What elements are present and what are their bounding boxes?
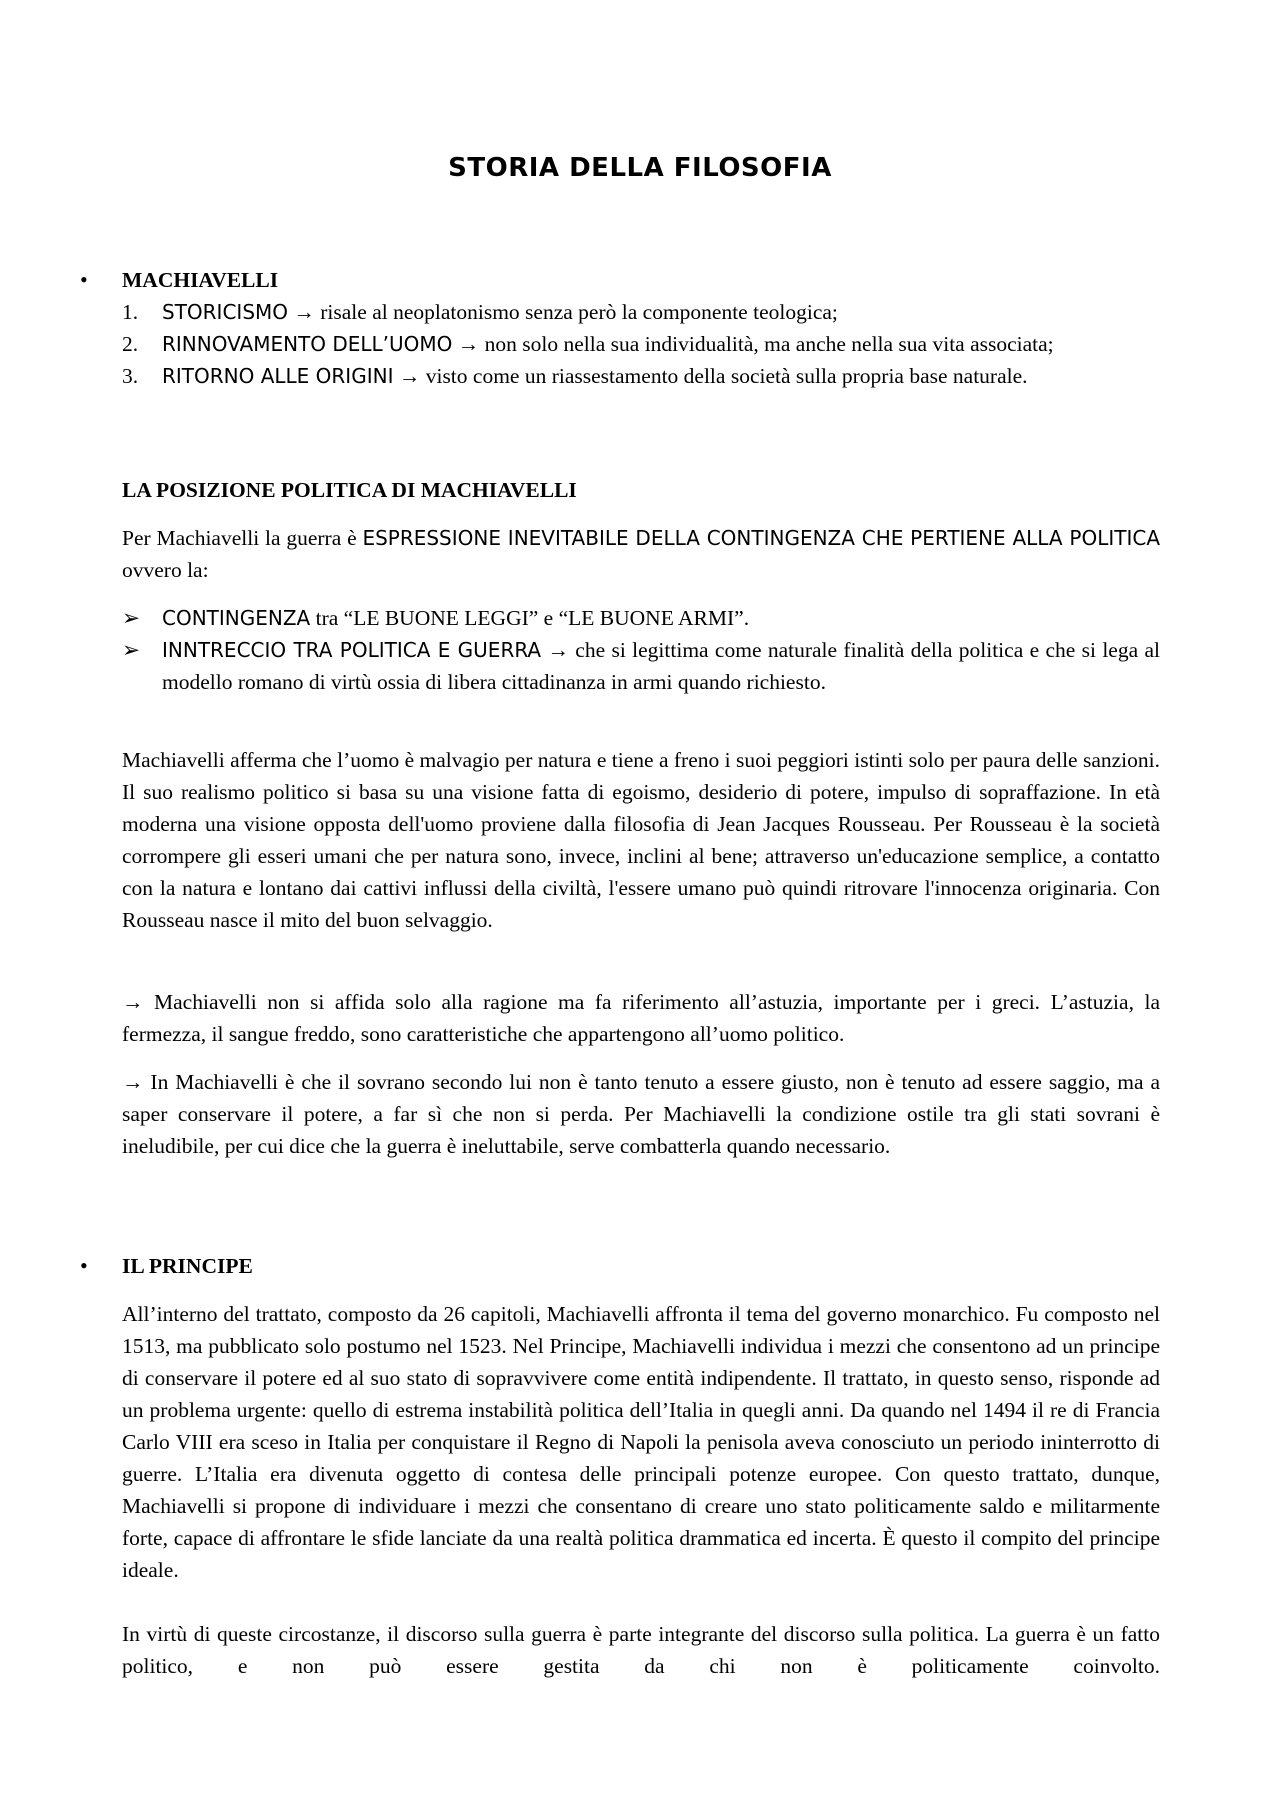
list-item xyxy=(122,360,1160,392)
list-number: 2. xyxy=(122,332,139,356)
arrow-icon: → xyxy=(293,300,315,324)
bullet-icon: • xyxy=(80,1253,88,1278)
list-item xyxy=(122,328,1160,360)
paragraph-guerra-politica: In virtù di queste circostanze, il discorso sulla guerra è parte integrante del discorso sulla politica. La guerra è un fatto politico, e non può essere gestita da chi non è politicamente coinvolto. xyxy=(122,1622,1160,1678)
list-term: RINNOVAMENTO DELL’UOMO xyxy=(162,332,453,356)
intro-caps: ESPRESSIONE INEVITABILE DELLA CONTINGENZA CHE PERTIENE ALLA POLITICA xyxy=(362,526,1160,550)
paragraph-principe: All’interno del trattato, composto da 26 capitoli, Machiavelli affronta il tema del governo monarchico. Fu composto nel 1513, ma pubblicato solo postumo nel 1523. Nel Principe, Machiavelli individua i mezzi che consentono ad un principe di conservare il potere ed al suo stato di sopravvivere come entità indipendente. Il trattato, in questo senso, risponde ad un problema urgente: quello di estrema instabilità politica dell’Italia in quegli anni. Da quando nel 1494 il re di Francia Carlo VIII era sceso in Italia per conquistare il Regno di Napoli la penisola aveva conosciuto un periodo ininterrotto di guerre. L’Italia era divenuta oggetto di contesa delle principali potenze europee. Con questo trattato, dunque, Machiavelli si propone di individuare i mezzi che consentano di creare uno stato politicamente saldo e militarmente forte, capace di affrontare le sfide lanciate da una realtà politica drammatica ed incerta. È questo il compito del principe ideale. xyxy=(122,1302,1160,1582)
paragraph-sovrano xyxy=(122,1066,1160,1162)
section-heading-il-principe: IL PRINCIPE xyxy=(122,1254,253,1278)
arrow-icon: → xyxy=(398,364,421,388)
arrow-icon: → xyxy=(547,638,569,662)
paragraph-text: Machiavelli non si affida solo alla ragione ma fa riferimento all’astuzia, importante per i greci. L’astuzia, la fermezza, il sangue freddo, sono caratteristiche che appartengono all’uomo politico. xyxy=(122,990,1160,1046)
paragraph-astuzia xyxy=(122,986,1160,1050)
point-term: INNTRECCIO TRA POLITICA E GUERRA xyxy=(162,638,542,662)
arrow-icon: → xyxy=(122,1070,144,1094)
list-term: STORICISMO xyxy=(162,300,289,324)
list-term: RITORNO ALLE ORIGINI xyxy=(162,364,394,388)
section-heading-machiavelli: MACHIAVELLI xyxy=(122,268,279,292)
bullet-icon: • xyxy=(80,267,88,292)
point-text: tra “LE BUONE LEGGI” e “LE BUONE ARMI”. xyxy=(310,606,750,630)
arrowhead-bullet-icon: ➢ xyxy=(122,638,141,662)
point-text: che si legittima come naturale finalità della politica e che si lega al modello romano di virtù ossia di libera cittadinanza in armi quando richiesto. xyxy=(162,638,1160,694)
list-item xyxy=(122,602,1160,634)
intro-paragraph xyxy=(122,522,1160,586)
arrowhead-bullet-icon: ➢ xyxy=(122,606,141,630)
intro-text-end: ovvero la: xyxy=(122,558,209,582)
page-title: STORIA DELLA FILOSOFIA xyxy=(448,153,832,183)
list-item xyxy=(122,296,1160,328)
paragraph-rousseau: Machiavelli afferma che l’uomo è malvagio per natura e tiene a freno i suoi peggiori istinti solo per paura delle sanzioni. Il suo realismo politico si basa su una visione fatta di egoismo, desiderio di potere, impulso di sopraffazione. In età moderna una visione opposta dell'uomo proviene dalla filosofia di Jean Jacques Rousseau. Per Rousseau è la società corrompere gli esseri umani che per natura sono, invece, inclini al bene; attraverso un'educazione semplice, a contatto con la natura e lontano dai cattivi influssi della civiltà, l'essere umano può quindi ritrovare l'innocenza originaria. Con Rousseau nasce il mito del buon selvaggio. xyxy=(122,748,1160,932)
list-number: 3. xyxy=(122,364,139,388)
arrow-icon: → xyxy=(457,332,480,356)
subheading-posizione-politica: LA POSIZIONE POLITICA DI MACHIAVELLI xyxy=(122,478,577,502)
point-term: CONTINGENZA xyxy=(162,606,311,630)
list-text: visto come un riassestamento della società sulla propria base naturale. xyxy=(420,364,1028,388)
list-text: non solo nella sua individualità, ma anche nella sua vita associata; xyxy=(479,332,1054,356)
intro-text: Per Machiavelli la guerra è xyxy=(122,526,363,550)
arrow-icon: → xyxy=(122,990,144,1014)
numbered-list xyxy=(122,296,1160,392)
list-item xyxy=(122,634,1160,698)
paragraph-text: In Machiavelli è che il sovrano secondo lui non è tanto tenuto a essere giusto, non è tenuto ad essere saggio, ma a saper conservare il potere, a far sì che non si perda. Per Machiavelli la condizione ostile tra gli stati sovrani è ineludibile, per cui dice che la guerra è ineluttabile, serve combatterla quando necessario. xyxy=(122,1070,1160,1158)
list-text: risale al neoplatonismo senza però la componente teologica; xyxy=(314,300,838,324)
arrow-bullet-list xyxy=(122,602,1160,698)
list-number: 1. xyxy=(122,300,139,324)
